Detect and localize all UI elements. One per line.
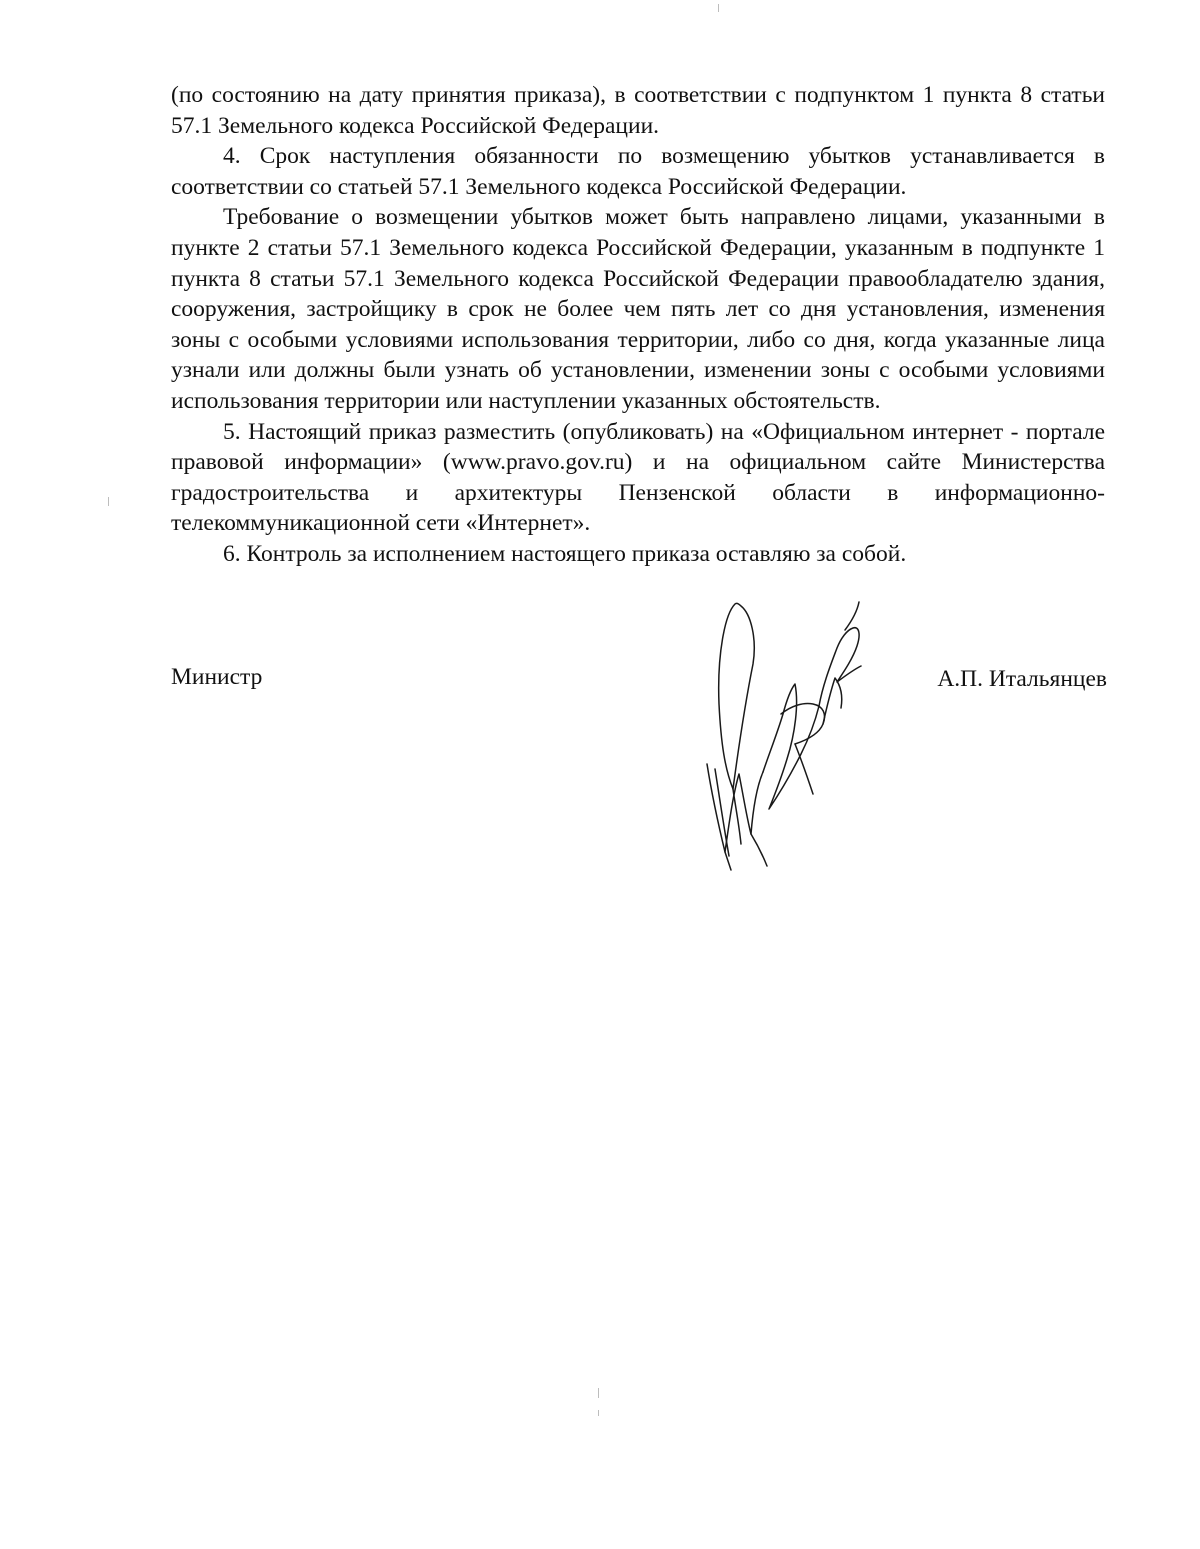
- scan-artifact: [598, 1388, 599, 1398]
- paragraph-damages-claim: Требование о возмещении убытков может быть направлено лицами, указанными в пункте 2 статьи 57.1 Земельного кодекса Российской Федерации, указанным в подпункте 1 пункта 8 статьи 57.1 Земельного кодекса Российской Федерации правообладателю здания, сооружения, застройщику в срок не более чем пять лет со дня установления, изменения зоны с особыми условиями использования территории, либо со дня, когда указанные лица узнали или должны были узнать об установлении, изменении зоны с особыми условиями использования территории или наступлении указанных обстоятельств.: [171, 204, 1105, 414]
- paragraph-continuation: (по состоянию на дату принятия приказа), в соответствии с подпунктом 1 пункта 8 статьи 57.1 Земельного кодекса Российской Федерации.: [171, 82, 1105, 139]
- paragraph-item-6: 6. Контроль за исполнением настоящего приказа оставляю за собой.: [223, 540, 907, 567]
- handwritten-signature-icon: [695, 594, 875, 874]
- scan-artifact: [598, 1410, 599, 1416]
- scan-artifact: [108, 497, 109, 506]
- paragraph-item-4: 4. Срок наступления обязанности по возмещению убытков устанавливается в соответствии со статьей 57.1 Земельного кодекса Российской Федерации.: [171, 143, 1105, 200]
- paragraph-item-5: 5. Настоящий приказ разместить (опубликовать) на «Официальном интернет - портале правовой информации» (www.pravo.gov.ru) и на официальном сайте Министерства градостроительства и архитектуры Пензенской области в информационно-телекоммуникационной сети «Интернет».: [171, 418, 1105, 537]
- document-body: [171, 80, 1105, 570]
- signatory-title: Министр: [171, 664, 263, 690]
- signatory-name: А.П. Итальянцев: [937, 666, 1107, 692]
- scan-artifact: [718, 4, 719, 12]
